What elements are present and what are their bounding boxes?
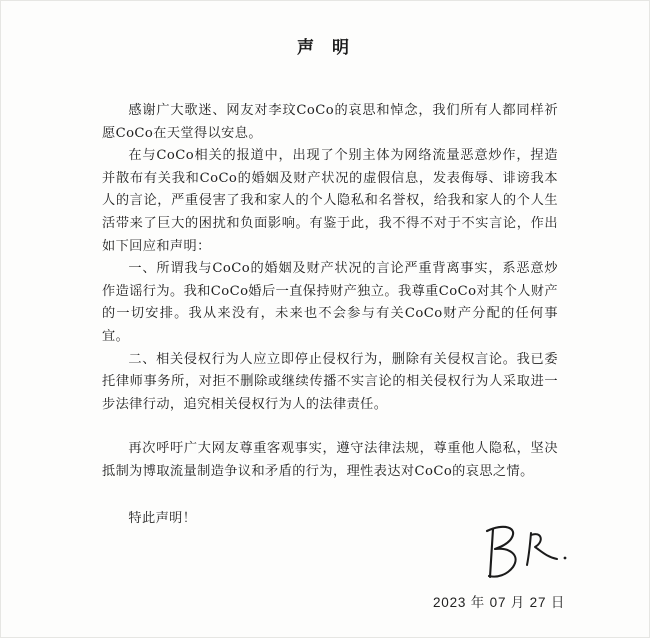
paragraph-background: 在与CoCo相关的报道中，出现了个别主体为网络流量恶意炒作，捏造并散布有关我和CoCo的婚姻及财产状况的虚假信息，发表侮辱、诽谤我本人的言论，严重侵害了我和家人的个人隐私和名誉权，给我和家人的个人生活带来了巨大的困扰和负面影响。有鉴于此，我不得不对于不实言论，作出如下回应和声明： bbox=[102, 148, 558, 254]
handwritten-signature bbox=[479, 521, 571, 583]
paragraph-spacer bbox=[102, 416, 558, 438]
paragraph-point-one: 一、所谓我与CoCo的婚姻及财产状况的言论严重背离事实，系恶意炒作造谣行为。我和CoCo婚后一直保持财产独立。我尊重CoCo对其个人财产的一切安排。我从来没有，未来也不会参与有关CoCo财产分配的任何事宜。 bbox=[102, 261, 558, 344]
closing-line: 特此声明！ bbox=[128, 510, 197, 526]
document-date: 2023 年 07 月 27 日 bbox=[433, 595, 566, 610]
document-title: 声 明 bbox=[297, 38, 355, 58]
paragraph-appeal: 再次呼吁广大网友尊重客观事实，遵守法律法规，尊重他人隐私，坚决抵制为博取流量制造争议和矛盾的行为，理性表达对CoCo的哀思之情。 bbox=[102, 441, 558, 479]
document-body bbox=[102, 100, 558, 530]
paragraph-point-two: 二、相关侵权行为人应立即停止侵权行为，删除有关侵权言论。我已委托律师事务所，对拒不删除或继续传播不实言论的相关侵权行为人采取进一步法律行动，追究相关侵权行为人的法律责任。 bbox=[102, 351, 558, 412]
paragraph-gratitude: 感谢广大歌迷、网友对李玟CoCo的哀思和悼念，我们所有人都同样祈愿CoCo在天堂得以安息。 bbox=[102, 103, 558, 141]
paragraph-spacer bbox=[102, 484, 558, 508]
